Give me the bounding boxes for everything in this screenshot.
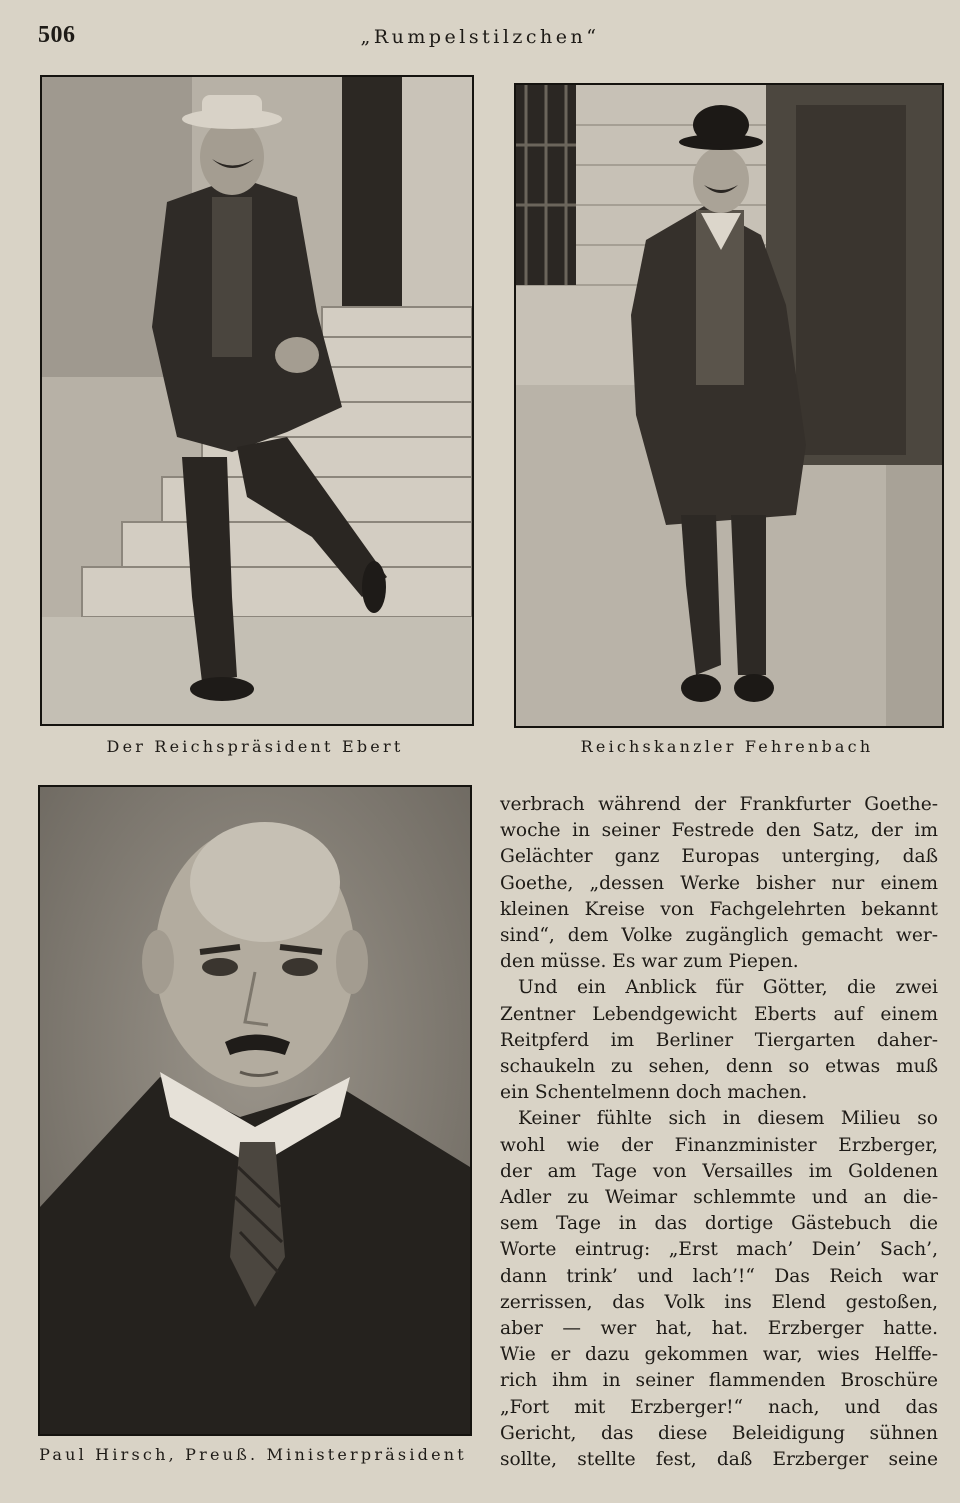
- text-line: woche in seiner Festrede den Satz, der im: [500, 820, 938, 842]
- text-line: dann trink’ und lach’!“ Das Reich war: [500, 1265, 938, 1287]
- caption-hirsch: Paul Hirsch, Preuß. Ministerpräsident: [39, 1445, 467, 1464]
- text-line: kleinen Kreise von Fachgelehrten bekannt: [500, 898, 938, 920]
- text-line: Goethe, „dessen Werke bisher nur einem: [500, 872, 938, 894]
- text-line: aber — wer hat, hat. Erzberger hatte.: [500, 1318, 938, 1340]
- text-line: Adler zu Weimar schlemmte und an die-: [500, 1187, 938, 1209]
- text-line: Reitpferd im Berliner Tiergarten daher-: [500, 1029, 938, 1051]
- text-line: der am Tage von Versailles im Goldenen: [500, 1160, 938, 1182]
- text-line: ein Schentelmenn doch machen.: [500, 1082, 808, 1104]
- text-line: zerrissen, das Volk ins Elend gestoßen,: [500, 1291, 938, 1313]
- text-line: Und ein Anblick für Götter, die zwei: [518, 977, 938, 999]
- text-line: sind“, dem Volke zugänglich gemacht wer-: [500, 925, 938, 947]
- text-line: Keiner fühlte sich in diesem Milieu so: [518, 1108, 938, 1130]
- text-line: Gelächter ganz Europas unterging, daß: [500, 846, 938, 868]
- photo-ebert: [40, 75, 474, 726]
- text-line: verbrach während der Frankfurter Goethe-: [500, 794, 938, 815]
- body-text-column: [500, 792, 938, 1473]
- text-line: wohl wie der Finanzminister Erzberger,: [500, 1134, 938, 1156]
- running-title: „Rumpelstilzchen“: [360, 26, 600, 48]
- paragraph: [500, 1106, 938, 1473]
- text-line: sollte, stellte fest, daß Erzberger seine: [500, 1449, 938, 1471]
- paragraph: [500, 975, 938, 1106]
- text-line: Gericht, das diese Beleidigung sühnen: [500, 1422, 938, 1444]
- text-line: sem Tage in das dortige Gästebuch die: [500, 1213, 938, 1235]
- text-line: rich ihm in seiner flammenden Broschüre: [500, 1370, 938, 1392]
- caption-fehrenbach: Reichskanzler Fehrenbach: [580, 737, 874, 756]
- text-line: „Fort mit Erzberger!“ nach, und das: [500, 1396, 938, 1418]
- text-line: den müsse. Es war zum Piepen.: [500, 951, 799, 973]
- photo-hirsch: [38, 785, 472, 1436]
- text-line: Worte eintrug: „Erst mach’ Dein’ Sach’,: [500, 1239, 938, 1261]
- text-line: schaukeln zu sehen, denn so etwas muß: [500, 1056, 938, 1078]
- paragraph: [500, 792, 938, 975]
- page-number: 506: [38, 22, 76, 48]
- text-line: Zentner Lebendgewicht Eberts auf einem: [500, 1003, 938, 1025]
- caption-ebert: Der Reichspräsident Ebert: [106, 737, 404, 756]
- photo-fehrenbach: [514, 83, 944, 728]
- text-line: Wie er dazu gekommen war, wies Helffe-: [500, 1344, 938, 1366]
